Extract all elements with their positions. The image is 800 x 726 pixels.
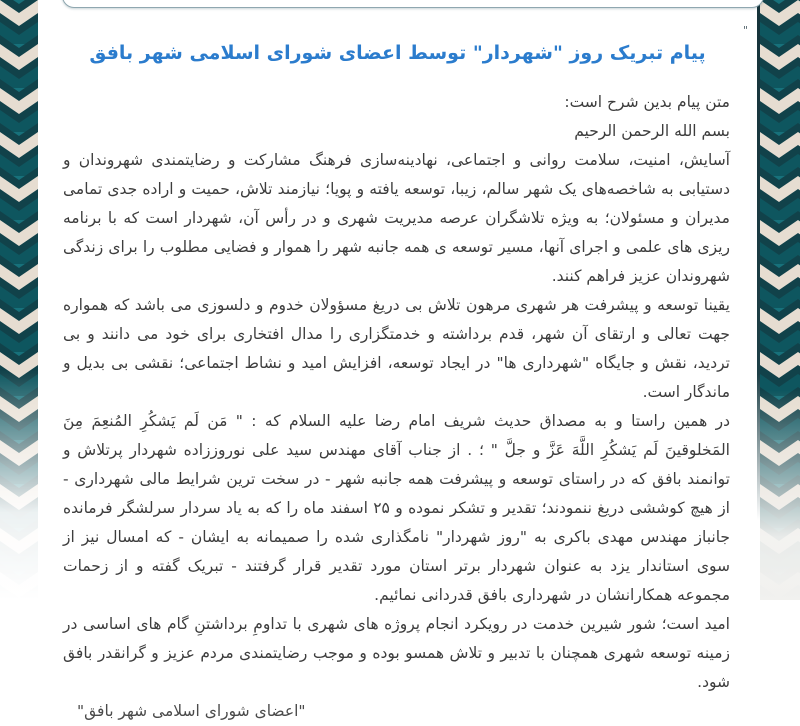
content-card [38, 0, 757, 720]
collapsed-top-bar[interactable] [62, 0, 764, 8]
paragraph-4: امید است؛ شور شیرین خدمت در رویکرد انجام پروژه های شهری با تداومِ برداشتنِ گام های اساسی در زمینه توسعه شهری همچنان با تدبیر و تلاش همسو بوده و موجب رضایتمندی مردم عزیز و گرانقدر بافق شود. [63, 615, 730, 691]
paragraph-1: آسایش، امنیت، سلامت روانی و اجتماعی، نهادینه‌سازی فرهنگ مشارکت و رضایتمندی شهروندان و دستیابی به شاخصه‌های یک شهر سالم، زیبا، توسعه یافته و پویا؛ نیازمند تلاش، حمیت و اراده جدی تمامی مدیران و مسئولان؛ به ویژه تلاشگران عرصه مدیریت شهری و در رأس آن، شهردار است که با برنامه ریزی های علمی و اجرای آنها، مسیر توسعه ی همه جانبه شهر را هموار و فضایی مطلوب را برای زندگی شهروندان عزیز فراهم کنند. [63, 151, 730, 285]
woven-texture-left [0, 0, 38, 600]
signature-line: "اعضای شورای اسلامی شهر بافق" [77, 702, 306, 720]
weave-shadow-line [757, 0, 760, 520]
article-body [38, 88, 757, 726]
stray-quote-mark: " [743, 24, 749, 37]
paragraph-2: یقینا توسعه و پیشرفت هر شهری مرهون تلاش بی دریغ مسؤولان خدوم و دلسوزی می باشد که همواره جهت تعالی و ارتقای آن شهر، قدم برداشته و خدمتگزاری را مدال افتخاری برای خود می دانند و بی تردید، نقش و جایگاه "شهرداری ها" در ایجاد توسعه، افزایش امید و نشاط اجتماعی؛ نقشی بی بدیل و ماندگار است. [63, 296, 730, 401]
page-title: پیام تبریک روز "شهردار" توسط اعضای شورای اسلامی شهر بافق [89, 42, 706, 64]
woven-texture-right [760, 0, 800, 600]
paragraph-3: در همین راستا و به مصداق حدیث شریف امام رضا علیه السلام که : " مَن لَم یَشکُرِ المُنعِمَ مِنَ المَخلوقینَ لَم یَشکُرِ اللَّهَ عَزَّ و جلَّ " ؛ . از جناب آقای مهندس سید علی نوروززاده شهردار پرتلاش و توانمند بافق که در راستای توسعه و پیشرفت همه جانبه شهر - در سخت ترین شرایط مالی شهرداری - از هیچ کوششی دریغ ننمودند؛ تقدیر و تشکر نموده و ۲۵ اسفند ماه را که به یاد سردار سرلشگر فرمانده جانباز مهندس مهدی باکری به "روز شهردار" نامگذاری شده را صمیمانه به ایشان - که امسال نیز از سوی استاندار یزد به عنوان شهردار برتر استان مورد تقدیر قرار گرفتند - تبریک گفته و از زحمات مجموعه همکارانشان در شهرداری بافق قدردانی نمائیم. [63, 412, 730, 604]
basmala-line: بسم الله الرحمن الرحیم [574, 122, 730, 140]
intro-line: متن پیام بدین شرح است: [564, 93, 730, 111]
